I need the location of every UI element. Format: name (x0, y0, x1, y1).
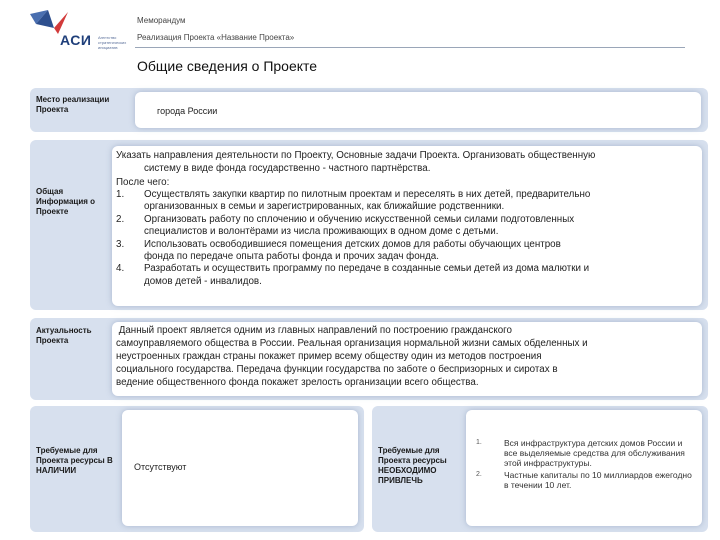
location-value-box (135, 92, 701, 128)
list-item (116, 239, 706, 264)
list-item-text: Использовать освободившиеся помещения детских домов для работы обучающих центров (144, 238, 561, 250)
list-item-text: Частные капиталы по 10 миллиардов ежегодно в течении 10 лет. (504, 470, 692, 490)
header-divider (135, 47, 685, 48)
list-item-text: Осуществлять закупки квартир по пилотным проектам и переселять в них детей, предварительно (144, 189, 591, 200)
doc-subtitle: Реализация Проекта «Название Проекта» (137, 33, 295, 42)
general-info-after: После чего: (116, 177, 170, 188)
list-item-text: Организовать работу по сплочению и обучению искусственной семьи силами подготовленных (144, 213, 575, 225)
general-info-intro: Указать направления деятельности по Проекту, Основные задачи Проекта. Организовать общественную (116, 150, 596, 161)
logo-text: АСИ (60, 32, 92, 48)
location-label: Место реализации Проекта (36, 95, 110, 114)
relevance-text (116, 324, 702, 389)
list-item (116, 189, 706, 214)
relevance-line: самоуправляемого общества в России. Реальная организация нормальной жизни самых обделенных и (116, 338, 588, 349)
list-item-text-cont: организованных в семьи и зарегистрированных, как ближайшие родственники. (144, 201, 505, 213)
list-item (116, 214, 706, 239)
resources-needed-list (476, 438, 696, 492)
list-item-text-cont: домов детей - инвалидов. (144, 275, 262, 287)
list-item-number: 2. (116, 213, 125, 225)
relevance-line: социального государства. Передача функции государства по заботе о беспризорных и сиротах в (116, 364, 558, 375)
list-item (116, 263, 706, 288)
asi-logo (28, 8, 133, 53)
list-item (476, 438, 696, 468)
relevance-line: неустроенных граждан страны покажет пример всему обществу один из методов построения (116, 351, 542, 362)
list-item-number: 1. (116, 189, 125, 200)
list-item-text: Разработать и осуществить программу по передаче в созданные семьи детей из дома малютки и (144, 263, 590, 275)
general-info-list (116, 189, 706, 288)
general-info-label: Общая Информация о Проекте (36, 187, 96, 216)
location-value: города России (157, 106, 218, 116)
doc-type: Меморандум (137, 16, 186, 25)
list-item-text: Вся инфраструктура детских домов России и все выделяемые средства для обслуживания этой инфраструктуры. (504, 438, 685, 468)
page-title: Общие сведения о Проекте (137, 58, 318, 74)
list-item-number: 2. (476, 471, 482, 478)
relevance-line: Данный проект является одним из главных направлений по построению гражданского (116, 325, 512, 336)
relevance-line: ведение общественного фонда покажет зрелость организации всего общества. (116, 377, 479, 388)
list-item-text-cont: специалистов и волонтёрами из числа проживающих в одном доме с детьми. (144, 226, 499, 238)
relevance-label: Актуальность Проекта (36, 326, 92, 345)
list-item-number: 1. (476, 439, 482, 446)
resources-available-value: Отсутствуют (134, 462, 187, 472)
resources-available-label: Требуемые для Проекта ресурсы В НАЛИЧИИ (36, 446, 113, 475)
logo-subtext: Агентство стратегических инициатив (98, 35, 127, 50)
resources-needed-label: Требуемые для Проекта ресурсы НЕОБХОДИМО ПРИВЛЕЧЬ (378, 446, 447, 485)
list-item-number: 4. (116, 263, 125, 275)
general-info-intro-cont: систему в виде фонда государственно - частного партнёрства. (144, 163, 431, 174)
list-item (476, 470, 696, 490)
list-item-text-cont: фонда по передаче опыта работы фонда и прочих задач фонда. (144, 251, 439, 263)
list-item-number: 3. (116, 238, 125, 250)
